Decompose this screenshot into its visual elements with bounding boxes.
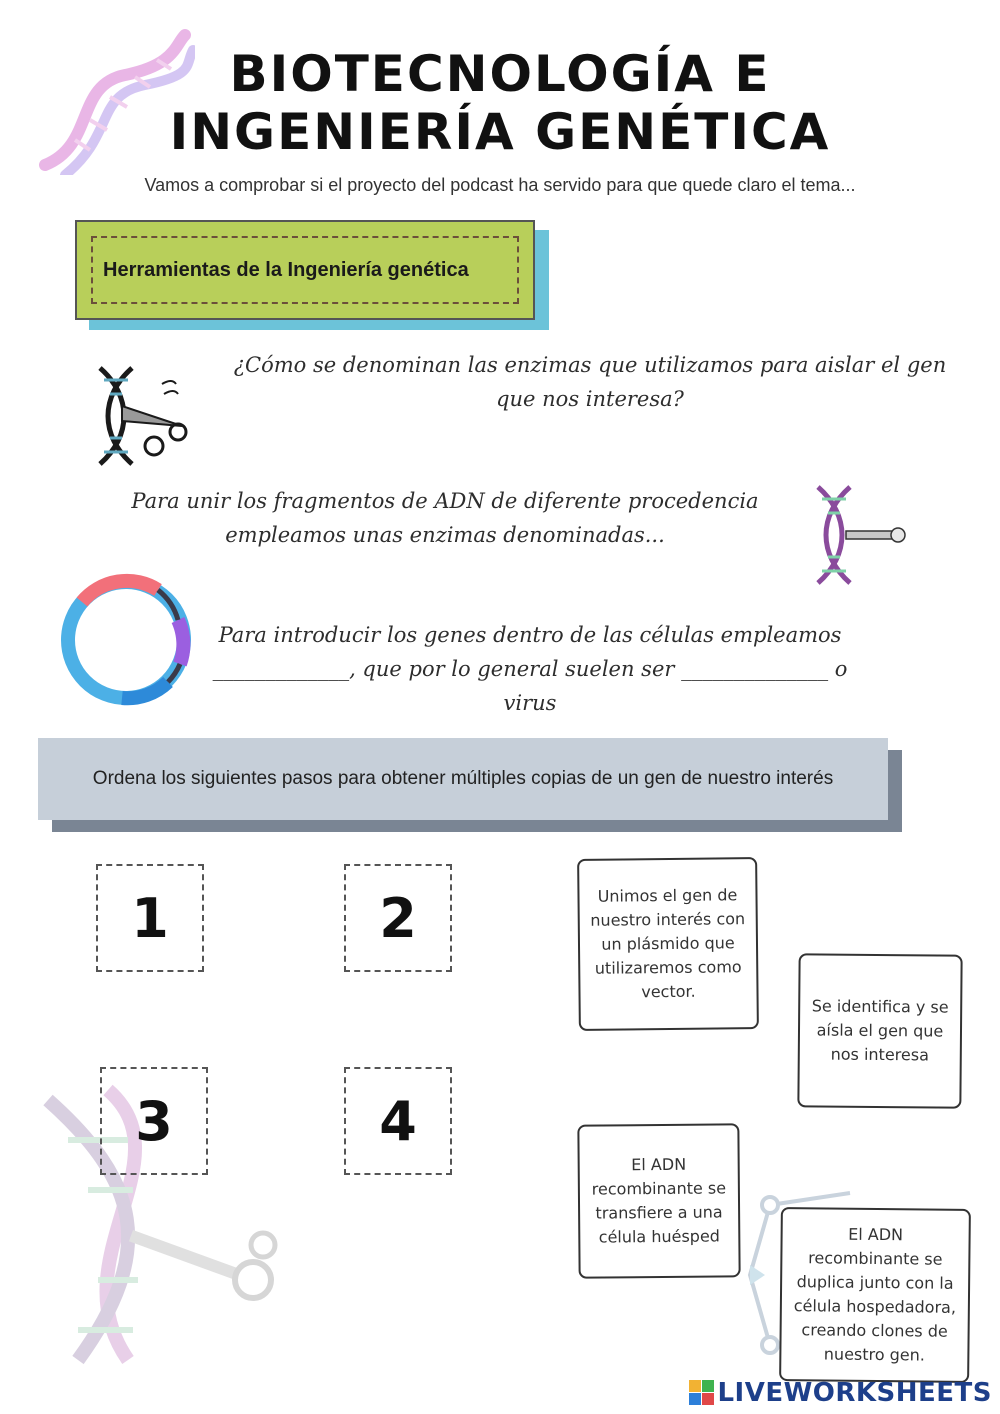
section-heading-box — [75, 220, 535, 320]
page-title-line1: BIOTECNOLOGÍA E — [229, 45, 771, 103]
page-title-line2: INGENIERÍA GENÉTICA — [169, 103, 831, 161]
question-restriction-enzymes: ¿Cómo se denominan las enzimas que utilizamos para aislar el gen que nos interesa? — [233, 353, 947, 411]
step-card-duplicate-clones[interactable]: El ADN recombinante se duplica junto con la célula hospedadora, creando clones de nuestro gen. — [779, 1207, 971, 1383]
drop-slot-3[interactable]: 3 — [100, 1067, 208, 1175]
step-card-isolate-gene[interactable]: Se identifica y se aísla el gen que nos interesa — [797, 953, 962, 1108]
drop-slot-2[interactable]: 2 — [344, 864, 452, 972]
brand-text: LIVEWORKSHEETS — [717, 1378, 992, 1408]
page-subtitle: Vamos a comprobar si el proyecto del podcast ha servido para que quede claro el tema... — [144, 175, 856, 195]
question-vectors-line2: _____________, que por lo general suelen ser ______________ o — [212, 657, 848, 681]
section-heading: Herramientas de la Ingeniería genética — [91, 236, 519, 304]
ordering-instructions: Ordena los siguientes pasos para obtener múltiples copias de un gen de nuestro interés — [38, 738, 888, 820]
step-card-join-plasmid[interactable]: Unimos el gen de nuestro interés con un plásmido que utilizaremos como vector. — [577, 857, 759, 1031]
drop-slot-4[interactable]: 4 — [344, 1067, 452, 1175]
brand-blocks-icon — [689, 1380, 715, 1406]
drop-slot-1[interactable]: 1 — [96, 864, 204, 972]
dna-scissors-icon — [92, 366, 192, 466]
dna-ligase-icon — [810, 485, 910, 585]
plasmid-ring-icon — [58, 572, 194, 708]
question-vectors-line3: virus — [503, 691, 557, 715]
liveworksheets-logo — [689, 1378, 992, 1408]
step-card-transfer-host[interactable]: El ADN recombinante se transfiere a una célula huésped — [577, 1123, 740, 1278]
question-ligase: Para unir los fragmentos de ADN de diferente procedencia empleamos unas enzimas denominadas... — [131, 489, 759, 547]
question-vectors-line1: Para introducir los genes dentro de las células empleamos — [218, 623, 842, 647]
